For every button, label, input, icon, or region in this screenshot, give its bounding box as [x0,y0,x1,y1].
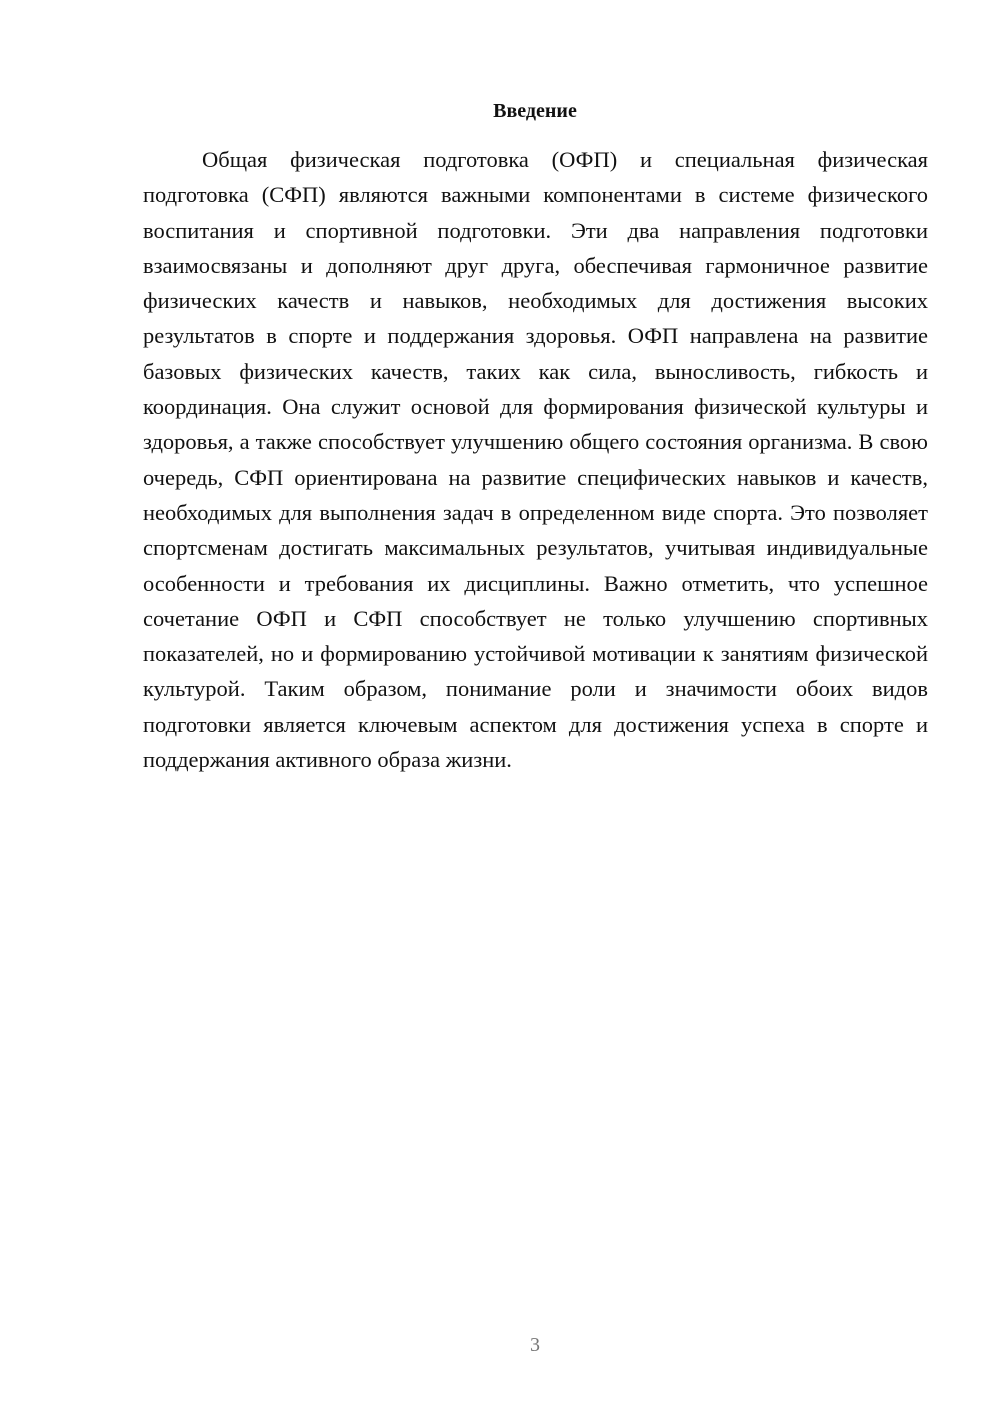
page-title: Введение [493,100,577,122]
body-paragraph: Общая физическая подготовка (ОФП) и специальная физическая подготовка (СФП) являются важными компонентами в системе физического воспитания и спортивной подготовки. Эти два направления подготовки взаимосвязаны и дополняют друг друга, обеспечивая гармоничное развитие физических качеств и навыков, необходимых для достижения высоких результатов в спорте и поддержания здоровья. ОФП направлена на развитие базовых физических качеств, таких как сила, выносливость, гибкость и координация. Она служит основой для формирования физической культуры и здоровья, а также способствует улучшению общего состояния организма. В свою очередь, СФП ориентирована на развитие специфических навыков и качеств, необходимых для выполнения задач в определенном виде спорта. Это позволяет спортсменам достигать максимальных результатов, учитывая индивидуальные особенности и требования их дисциплины. Важно отметить, что успешное сочетание ОФП и СФП способствует не только улучшению спортивных показателей, но и формированию устойчивой мотивации к занятиям физической культурой. Таким образом, понимание роли и значимости обоих видов подготовки является ключевым аспектом для достижения успеха в спорте и поддержания активного образа жизни. [143,147,928,773]
page-number: 3 [530,1334,540,1356]
